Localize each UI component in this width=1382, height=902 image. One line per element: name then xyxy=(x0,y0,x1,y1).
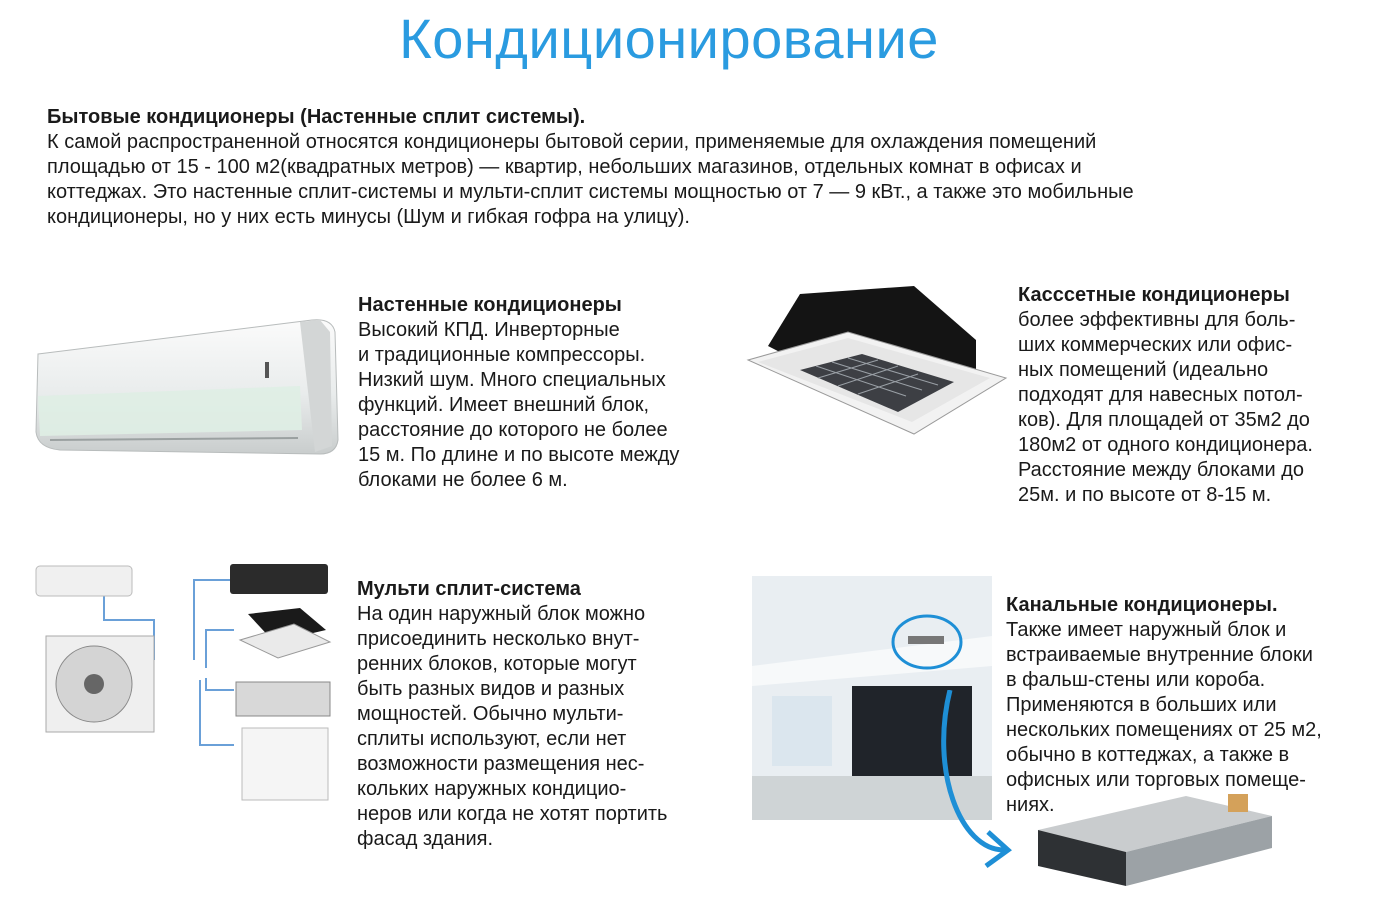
duct-ac-body: Также имеет наружный блок и встраиваемые внутренние блоки в фальш-стены или короба. Применяются в больших или нескольких помещениях от 25 м2, обычно в коттеджах, а также в офисных или торговых помеще- ниях. xyxy=(1006,619,1322,816)
cassette-ac-heading: Касссетные кондиционеры xyxy=(1018,284,1290,306)
cassette-ac-text xyxy=(1018,258,1368,508)
intro-line: кондиционеры, но у них есть минусы (Шум и гибкая гофра на улицу). xyxy=(47,206,690,228)
multi-split-image xyxy=(34,560,334,805)
intro-line: К самой распространенной относятся кондиционеры бытовой серии, применяемые для охлаждения помещений xyxy=(47,131,1097,153)
intro-line: коттеджах. Это настенные сплит-системы и мульти-сплит системы мощностью от 7 — 9 кВт., а также это мобильные xyxy=(47,181,1134,203)
multi-split-body: На один наружный блок можно присоединить несколько внут- ренних блоков, которые могут быть разных видов и разных мощностей. Обычно мульти- сплиты используют, если нет возможности размещения нес- кольких наружных кондицио- неров или когда не хотят портить фасад здания. xyxy=(357,603,668,850)
multi-split-text xyxy=(357,552,727,852)
page-title: Кондиционирование xyxy=(399,7,939,70)
duct-ac-heading: Канальные кондиционеры. xyxy=(1006,594,1278,616)
cassette-ac-image xyxy=(738,282,1013,450)
intro-line: площадью от 15 - 100 м2(квадратных метров) — квартир, небольших магазинов, отдельных комнат в офисах и xyxy=(47,156,1082,178)
wall-ac-heading: Настенные кондиционеры xyxy=(358,294,622,316)
wall-ac-body: Высокий КПД. Инверторные и традиционные компрессоры. Низкий шум. Много специальных функций. Имеет внешний блок, расстояние до которого не более 15 м. По длине и по высоте между блоками не более 6 м. xyxy=(358,319,680,491)
cassette-ac-body: более эффективны для боль- ших коммерческих или офис- ных помещений (идеально подходят для навесных потол- ков). Для площадей от 35м2 до 180м2 от одного кондиционера. Расстояние между блоками до 25м. и по высоте от 8-15 м. xyxy=(1018,309,1313,506)
wall-ac-image xyxy=(30,312,342,462)
intro-section xyxy=(47,105,1307,230)
multi-split-heading: Мульти сплит-система xyxy=(357,578,581,600)
intro-heading: Бытовые кондиционеры (Настенные сплит системы). xyxy=(47,106,586,128)
duct-ac-text xyxy=(1006,568,1371,818)
wall-ac-text xyxy=(358,268,738,493)
